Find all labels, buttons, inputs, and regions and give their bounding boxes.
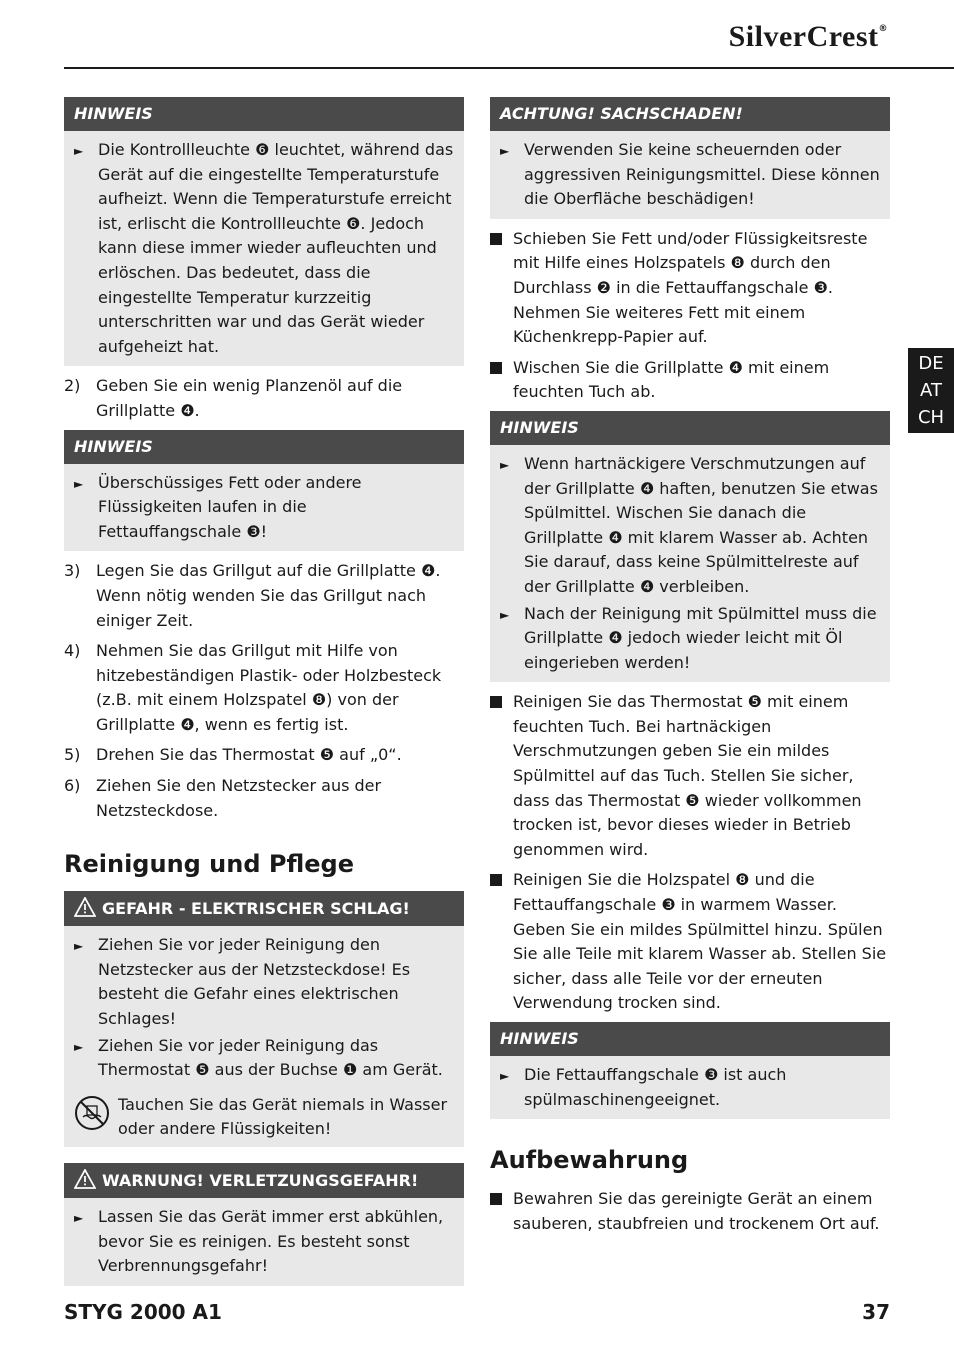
- hinweis-title: HINWEIS: [64, 430, 464, 464]
- step-item: 3) Legen Sie das Grillgut auf die Grillplatte ❹. Wenn nötig wenden Sie das Grillgut nach einiger Zeit.: [64, 561, 441, 630]
- bullet-item: ► Verwenden Sie keine scheuernden oder aggressiven Reinigungsmittel. Diese können die Oberfläche beschädigen!: [500, 138, 880, 212]
- caution-title: ACHTUNG! SACHSCHADEN!: [490, 97, 890, 131]
- footer-model: STYG 2000 A1: [64, 1300, 222, 1324]
- danger-box: [64, 891, 464, 1147]
- arrow-icon: ►: [500, 144, 510, 158]
- bullet-item: ► Ziehen Sie vor jeder Reinigung das Thermostat ❺ aus der Buchse ❶ am Gerät.: [74, 1034, 454, 1083]
- lang-de: DE: [918, 353, 944, 374]
- arrow-icon: ►: [74, 939, 84, 954]
- hinweis-box: [490, 1022, 890, 1119]
- warning-box: [64, 1163, 464, 1286]
- square-item: Schieben Sie Fett und/oder Flüssigkeitsreste mit Hilfe eines Holzspatels ❽ durch den Durchlass ❷ in die Fettauffangschale ❸. Nehmen Sie weiteres Fett mit einem Küchenkrepp-Papier auf.: [490, 227, 890, 350]
- bullet-item: ► Wenn hartnäckigere Verschmutzungen auf der Grillplatte ❹ haften, benutzen Sie etwas Spülmittel. Wischen Sie danach die Grillplatte ❹ mit klarem Wasser ab. Achten Sie darauf, dass keine Spülmittelreste auf der Grillplatte ❹ verbleiben.: [500, 452, 880, 600]
- arrow-icon: ►: [500, 607, 510, 622]
- bullet-item: ► Überschüssiges Fett oder andere Flüssigkeiten laufen in die Fettauffangschale ❸!: [74, 471, 454, 545]
- square-bullet-icon: [490, 362, 502, 374]
- section-heading-aufbewahrung: Aufbewahrung: [490, 1146, 689, 1175]
- hinweis-title: HINWEIS: [64, 97, 464, 131]
- warning-triangle-icon: [74, 1169, 96, 1189]
- square-bullet-icon: [490, 1193, 502, 1205]
- caution-box: [490, 97, 890, 219]
- arrow-icon: ►: [74, 1039, 84, 1054]
- no-immersion-icon: [74, 1095, 110, 1131]
- square-bullet-icon: [490, 233, 502, 245]
- arrow-icon: ►: [500, 457, 510, 472]
- right-column: [490, 97, 890, 1242]
- bullet-item: ► Nach der Reinigung mit Spülmittel muss die Grillplatte ❹ jedoch wieder leicht mit Öl eingerieben werden!: [500, 602, 880, 676]
- lang-at: AT: [920, 380, 942, 401]
- square-bullet-icon: [490, 696, 502, 708]
- hinweis-box: [490, 411, 890, 682]
- hinweis-box: [64, 430, 464, 552]
- square-bullet-icon: [490, 874, 502, 886]
- warning-triangle-icon: [74, 897, 96, 917]
- arrow-icon: ►: [74, 144, 84, 158]
- step-item: 4) Nehmen Sie das Grillgut mit Hilfe von hitzebeständigen Plastik- oder Holzbesteck (z.B. mit einem Holzspatel ❽) von der Grillplatte ❹, wenn es fertig ist.: [64, 641, 442, 734]
- bullet-item: ► Die Fettauffangschale ❸ ist auch spülmaschinengeeignet.: [500, 1063, 880, 1112]
- header-rule: [64, 67, 954, 69]
- section-heading-reinigung: Reinigung und Pflege: [64, 850, 355, 879]
- left-column: [64, 97, 464, 1294]
- bullet-item: ► Lassen Sie das Gerät immer erst abkühlen, bevor Sie es reinigen. Es besteht sonst Verbrennungsgefahr!: [74, 1205, 454, 1279]
- language-tab: [908, 348, 954, 433]
- square-item: Wischen Sie die Grillplatte ❹ mit einem feuchten Tuch ab.: [490, 356, 890, 405]
- warning-title: WARNUNG! VERLETZUNGSGEFAHR!: [64, 1163, 464, 1198]
- no-water-note: Tauchen Sie das Gerät niemals in Wasser oder andere Flüssigkeiten!: [74, 1093, 454, 1142]
- hinweis-title: HINWEIS: [490, 411, 890, 445]
- arrow-icon: ►: [74, 476, 84, 491]
- hinweis-box: [64, 97, 464, 366]
- square-item: Reinigen Sie die Holzspatel ❽ und die Fettauffangschale ❸ in warmem Wasser. Geben Sie ein mildes Spülmittel hinzu. Spülen Sie alle Teile mit klarem Wasser ab. Stellen Sie sicher, dass alle Teile vor der erneuten Verwendung trocken sind.: [490, 868, 890, 1016]
- step-item: 2) Geben Sie ein wenig Planzenöl auf die Grillplatte ❹.: [64, 376, 403, 420]
- step-item: 6) Ziehen Sie den Netzstecker aus der Netzsteckdose.: [64, 776, 382, 820]
- square-item: Reinigen Sie das Thermostat ❺ mit einem feuchten Tuch. Bei hartnäckigen Verschmutzungen geben Sie ein mildes Spülmittel auf das Tuch. Stellen Sie sicher, dass das Thermostat ❺ wieder vollkommen trocken ist, bevor dieses wieder in Betrieb genommen wird.: [490, 690, 890, 862]
- step-item: 5) Drehen Sie das Thermostat ❺ auf „0“.: [64, 745, 402, 765]
- danger-title: GEFAHR - ELEKTRISCHER SCHLAG!: [64, 891, 464, 926]
- lang-ch: CH: [917, 407, 945, 428]
- arrow-icon: ►: [500, 1069, 510, 1083]
- bullet-item: ► Ziehen Sie vor jeder Reinigung den Netzstecker aus der Netzsteckdose! Es besteht die Gefahr eines elektrischen Schlages!: [74, 933, 454, 1031]
- bullet-item: ► Die Kontrollleuchte ❻ leuchtet, während das Gerät auf die eingestellte Temperaturstufe aufheizt. Wenn die Temperaturstufe erreicht ist, erlischt die Kontrollleuchte ❻. Jedoch kann diese immer wieder aufleuchten und erlöschen. Das bedeutet, dass die eingestellte Temperatur kurzzeitig unterschritten war und das Gerät wieder aufgeheizt hat.: [74, 138, 454, 359]
- page-number: 37: [862, 1300, 890, 1324]
- square-item: Bewahren Sie das gereinigte Gerät an einem sauberen, staubfreien und trockenem Ort auf.: [490, 1187, 890, 1236]
- arrow-icon: ►: [74, 1211, 84, 1225]
- brand-logo: SilverCrest®: [728, 20, 888, 53]
- hinweis-title: HINWEIS: [490, 1022, 890, 1056]
